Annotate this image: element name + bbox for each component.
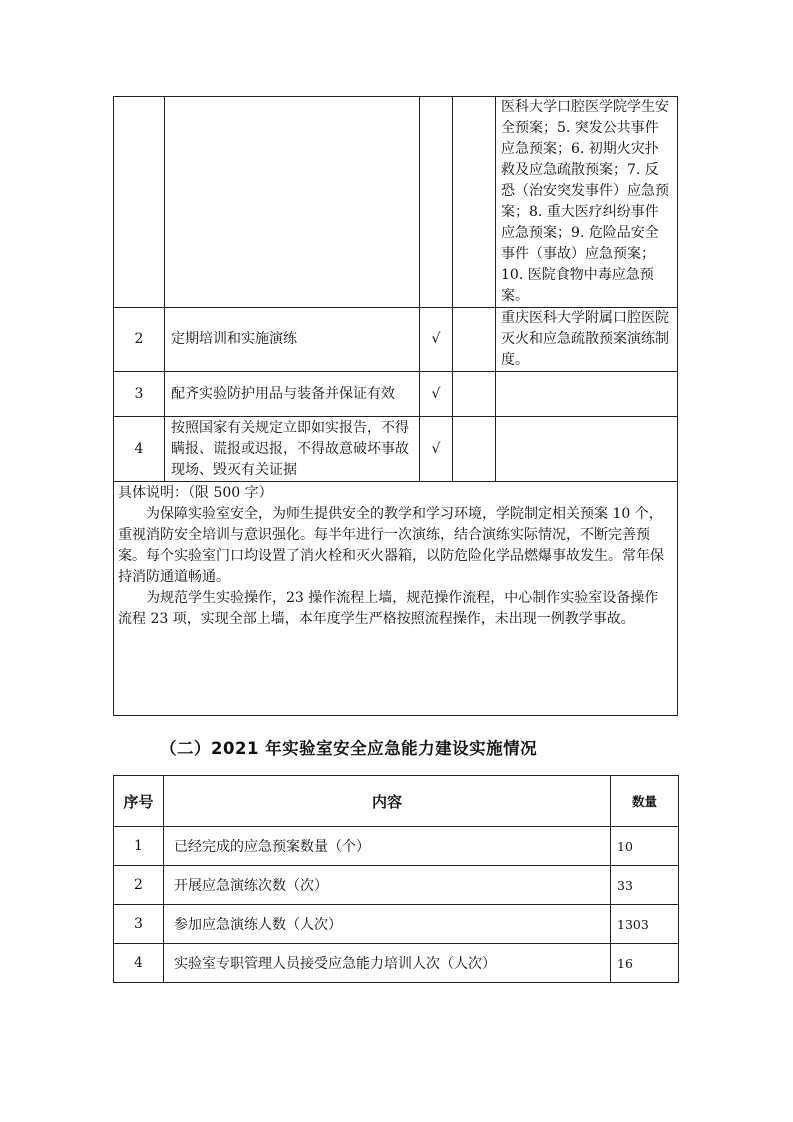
column-header-no: 序号 bbox=[114, 776, 164, 827]
table-row bbox=[114, 827, 679, 866]
check-mark: √ bbox=[420, 308, 453, 372]
description-paragraph: 为规范学生实验操作，23 操作流程上墙，规范操作流程，中心制作实验室设备操作流程 23 项，实现全部上墙，本年度学生严格按照流程操作，未出现一例教学事故。 bbox=[118, 590, 659, 627]
description-row bbox=[114, 482, 678, 716]
measure-item bbox=[165, 97, 420, 308]
blank-cell bbox=[453, 417, 496, 482]
row-number: 3 bbox=[114, 905, 164, 944]
measure-item: 定期培训和实施演练 bbox=[165, 308, 420, 372]
description-cell bbox=[114, 482, 678, 716]
row-content: 开展应急演练次数（次） bbox=[164, 866, 611, 905]
check-mark bbox=[420, 97, 453, 308]
row-number: 1 bbox=[114, 827, 164, 866]
row-number: 3 bbox=[114, 372, 165, 417]
column-header-content: 内容 bbox=[164, 776, 611, 827]
row-quantity: 33 bbox=[611, 866, 679, 905]
table-row bbox=[114, 866, 679, 905]
table-header-row bbox=[114, 776, 679, 827]
description-paragraph: 为保障实验室安全，为师生提供安全的教学和学习环境，学院制定相关预案 10 个，重视消防安全培训与意识强化。每半年进行一次演练，结合演练实际情况，不断完善预案。每个实验室门口均设置了消火栓和灭火器箱，以防危险化学品燃爆事故发生。常年保持消防通道畅通。 bbox=[118, 506, 664, 585]
description-lead: 具体说明：（限 500 字） bbox=[118, 485, 273, 501]
table-row bbox=[114, 417, 678, 482]
measure-note: 重庆医科大学附属口腔医院灭火和应急疏散预案演练制度。 bbox=[496, 308, 678, 372]
row-content: 参加应急演练人数（人次） bbox=[164, 905, 611, 944]
row-number: 4 bbox=[114, 417, 165, 482]
row-quantity: 1303 bbox=[611, 905, 679, 944]
measure-note bbox=[496, 372, 678, 417]
measure-item: 按照国家有关规定立即如实报告，不得瞒报、谎报或迟报，不得故意破坏事故现场、毁灭有关证据 bbox=[165, 417, 420, 482]
blank-cell bbox=[453, 308, 496, 372]
column-header-qty: 数量 bbox=[611, 776, 679, 827]
row-number: 2 bbox=[114, 866, 164, 905]
blank-cell bbox=[453, 97, 496, 308]
row-quantity: 10 bbox=[611, 827, 679, 866]
table-row bbox=[114, 308, 678, 372]
measure-note: 医科大学口腔医学院学生安全预案；5. 突发公共事件应急预案；6. 初期火灾扑救及应急疏散预案；7. 反恐（治安突发事件）应急预案；8. 重大医疗纠纷事件应急预案；9. 危险品安全事件（事故）应急预案；10. 医院食物中毒应急预案。 bbox=[496, 97, 678, 308]
check-mark: √ bbox=[420, 372, 453, 417]
safety-measures-table bbox=[113, 96, 678, 716]
row-quantity: 16 bbox=[611, 944, 679, 983]
row-content: 实验室专职管理人员接受应急能力培训人次（人次） bbox=[164, 944, 611, 983]
measure-item: 配齐实验防护用品与装备并保证有效 bbox=[165, 372, 420, 417]
emergency-capacity-table bbox=[113, 775, 679, 983]
table-row bbox=[114, 372, 678, 417]
blank-cell bbox=[453, 372, 496, 417]
row-content: 已经完成的应急预案数量（个） bbox=[164, 827, 611, 866]
section-heading: （二）2021 年实验室安全应急能力建设实施情况 bbox=[160, 739, 538, 758]
check-mark: √ bbox=[420, 417, 453, 482]
table-row bbox=[114, 97, 678, 308]
table-row bbox=[114, 905, 679, 944]
measure-note bbox=[496, 417, 678, 482]
table-row bbox=[114, 944, 679, 983]
row-number bbox=[114, 97, 165, 308]
row-number: 2 bbox=[114, 308, 165, 372]
row-number: 4 bbox=[114, 944, 164, 983]
